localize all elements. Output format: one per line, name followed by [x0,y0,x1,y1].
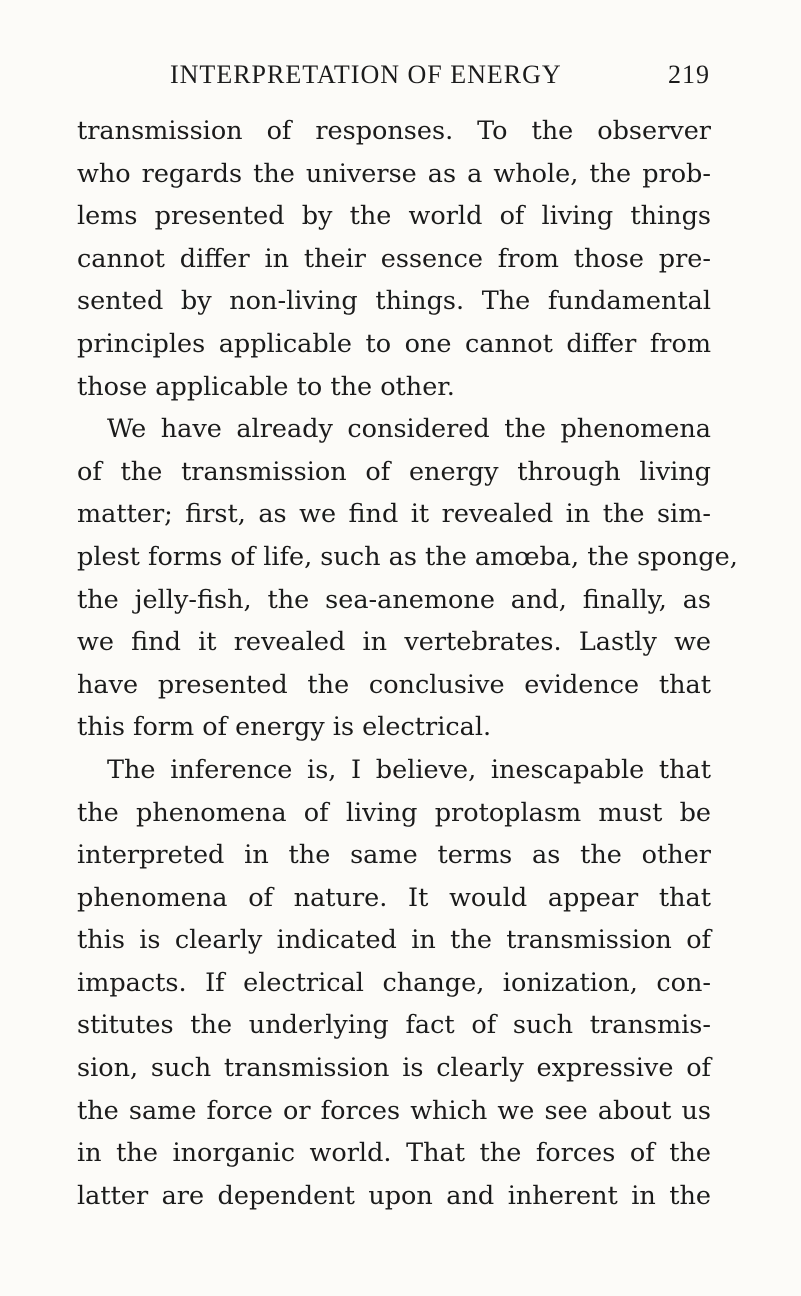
running-head [170,60,710,100]
text-line: this is clearly indicated in the transmission of [77,925,711,956]
text-line: plest forms of life, such as the amœba, the sponge, [77,541,738,572]
text-line: in the inorganic world. That the forces of the [77,1138,711,1169]
paragraph-3 [77,749,711,1218]
text-line: principles applicable to one cannot differ from [77,328,711,359]
text-line: phenomena of nature. It would appear that [77,882,711,913]
text-line: The inference is, I believe, inescapable that [107,754,711,785]
text-line: impacts. If electrical change, ionization, con- [77,967,711,998]
text-line: transmission of responses. To the observer [77,116,711,146]
page-number: 219 [668,60,710,89]
text-line: sented by non-living things. The fundamental [77,286,711,317]
text-line: the jelly-fish, the sea-anemone and, finally, as [77,584,711,615]
text-line: those applicable to the other. [77,371,455,402]
paragraph-2 [77,408,738,749]
text-line: of the transmission of energy through living [77,456,711,487]
text-line: latter are dependent upon and inherent in the [77,1180,711,1211]
text-line: stitutes the underlying fact of such transmis- [77,1010,711,1041]
paragraph-1 [77,110,711,408]
text-line: have presented the conclusive evidence that [77,669,711,700]
text-line: lems presented by the world of living things [77,201,711,232]
text-line: the same force or forces which we see about us [77,1095,711,1126]
text-line: cannot differ in their essence from those pre- [77,243,711,274]
text-line: who regards the universe as a whole, the prob- [77,158,711,189]
body-text [77,110,738,1217]
text-line: we find it revealed in vertebrates. Lastly we [77,627,711,658]
text-line: matter; first, as we find it revealed in the sim- [77,499,711,530]
running-head-title: INTERPRETATION OF ENERGY [170,60,562,89]
text-line: sion, such transmission is clearly expressive of [77,1053,711,1084]
text-line: interpreted in the same terms as the other [77,840,711,871]
text-line: We have already considered the phenomena [107,414,711,445]
text-line: this form of energy is electrical. [77,712,492,743]
text-line: the phenomena of living protoplasm must be [77,797,711,828]
